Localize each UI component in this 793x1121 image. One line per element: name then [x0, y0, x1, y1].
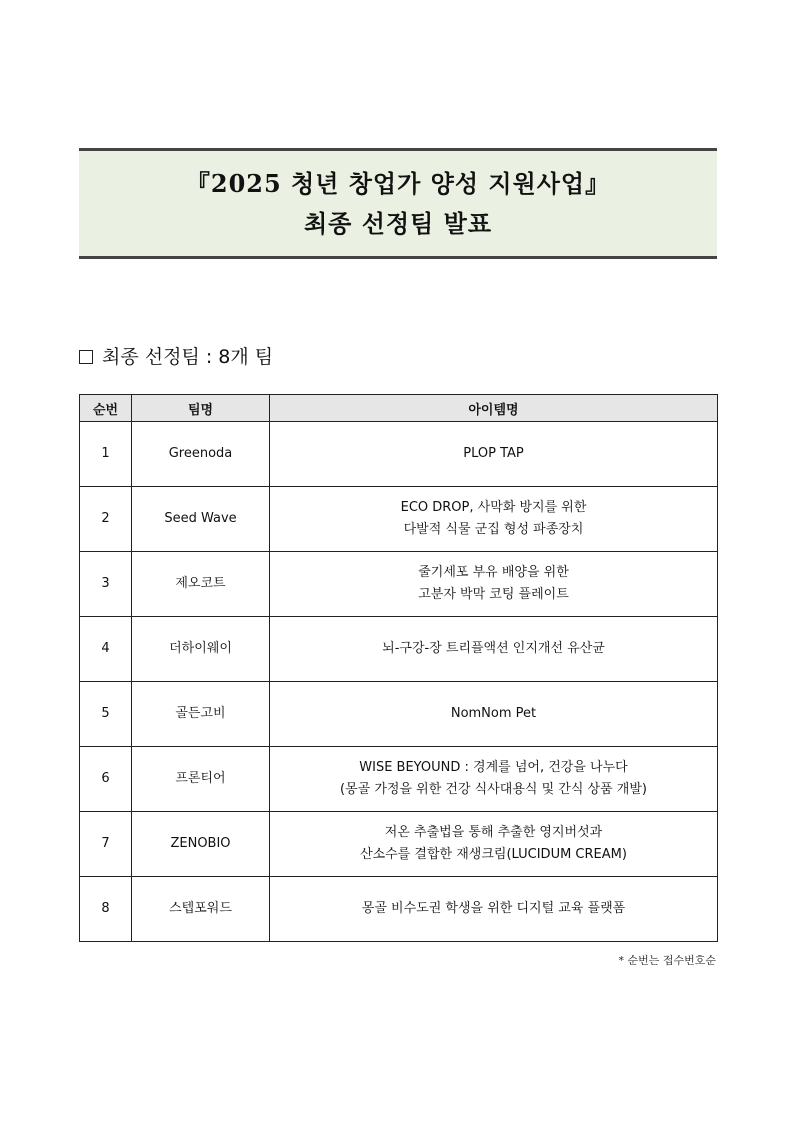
item-line: 고분자 박막 코팅 플레이트 — [418, 587, 569, 602]
table-row — [80, 682, 718, 747]
table-row — [80, 487, 718, 552]
row-item-name — [270, 812, 718, 877]
table-row — [80, 877, 718, 942]
row-item-name — [270, 877, 718, 942]
header-team-name: 팀명 — [132, 395, 270, 422]
selected-teams-table — [79, 394, 718, 942]
row-number: 2 — [80, 487, 132, 552]
row-team-name: 골든고비 — [132, 682, 270, 747]
row-team-name: Greenoda — [132, 422, 270, 487]
header-number: 순번 — [80, 395, 132, 422]
row-team-name: 더하이웨이 — [132, 617, 270, 682]
title-banner — [79, 148, 717, 259]
section-heading-text: 최종 선정팀 : 8개 팀 — [102, 346, 274, 368]
title-line-1: 『2025 청년 창업가 양성 지원사업』 — [185, 168, 611, 198]
item-line: 저온 추출법을 통해 추출한 영지버섯과 — [384, 825, 603, 840]
item-line: WISE BEYOUND : 경계를 넘어, 건강을 나누다 — [359, 760, 628, 775]
section-heading — [79, 343, 273, 371]
row-item-name — [270, 617, 718, 682]
item-line: 산소수를 결합한 재생크림(LUCIDUM CREAM) — [360, 847, 627, 862]
table-row — [80, 812, 718, 877]
item-line: ECO DROP, 사막화 방지를 위한 — [400, 500, 587, 515]
item-line: PLOP TAP — [463, 446, 524, 461]
row-item-name — [270, 747, 718, 812]
row-number: 3 — [80, 552, 132, 617]
row-item-name — [270, 422, 718, 487]
row-team-name: Seed Wave — [132, 487, 270, 552]
row-item-name — [270, 552, 718, 617]
item-line: NomNom Pet — [450, 706, 537, 721]
table-row — [80, 747, 718, 812]
row-number: 4 — [80, 617, 132, 682]
title-line-2: 최종 선정팀 발표 — [304, 208, 492, 238]
row-team-name: 프론티어 — [132, 747, 270, 812]
row-team-name: ZENOBIO — [132, 812, 270, 877]
item-line: 뇌-구강-장 트리플액션 인지개선 유산균 — [382, 641, 605, 656]
table-header-row — [80, 395, 718, 422]
checkbox-icon — [79, 350, 93, 364]
item-line: (몽골 가정을 위한 건강 식사대용식 및 간식 상품 개발) — [340, 782, 647, 797]
row-number: 6 — [80, 747, 132, 812]
footnote: * 순번는 접수번호순 — [618, 954, 716, 967]
row-team-name: 제오코트 — [132, 552, 270, 617]
row-item-name — [270, 487, 718, 552]
row-number: 5 — [80, 682, 132, 747]
item-line: 줄기세포 부유 배양을 위한 — [418, 565, 569, 580]
row-number: 7 — [80, 812, 132, 877]
row-item-name — [270, 682, 718, 747]
table-row — [80, 617, 718, 682]
row-team-name: 스텝포워드 — [132, 877, 270, 942]
table-row — [80, 422, 718, 487]
row-number: 1 — [80, 422, 132, 487]
item-line: 몽골 비수도권 학생을 위한 디지털 교육 플랫폼 — [361, 901, 626, 916]
header-item-name: 아이템명 — [270, 395, 718, 422]
table-row — [80, 552, 718, 617]
item-line: 다발적 식물 군집 형성 파종장치 — [403, 522, 584, 537]
row-number: 8 — [80, 877, 132, 942]
